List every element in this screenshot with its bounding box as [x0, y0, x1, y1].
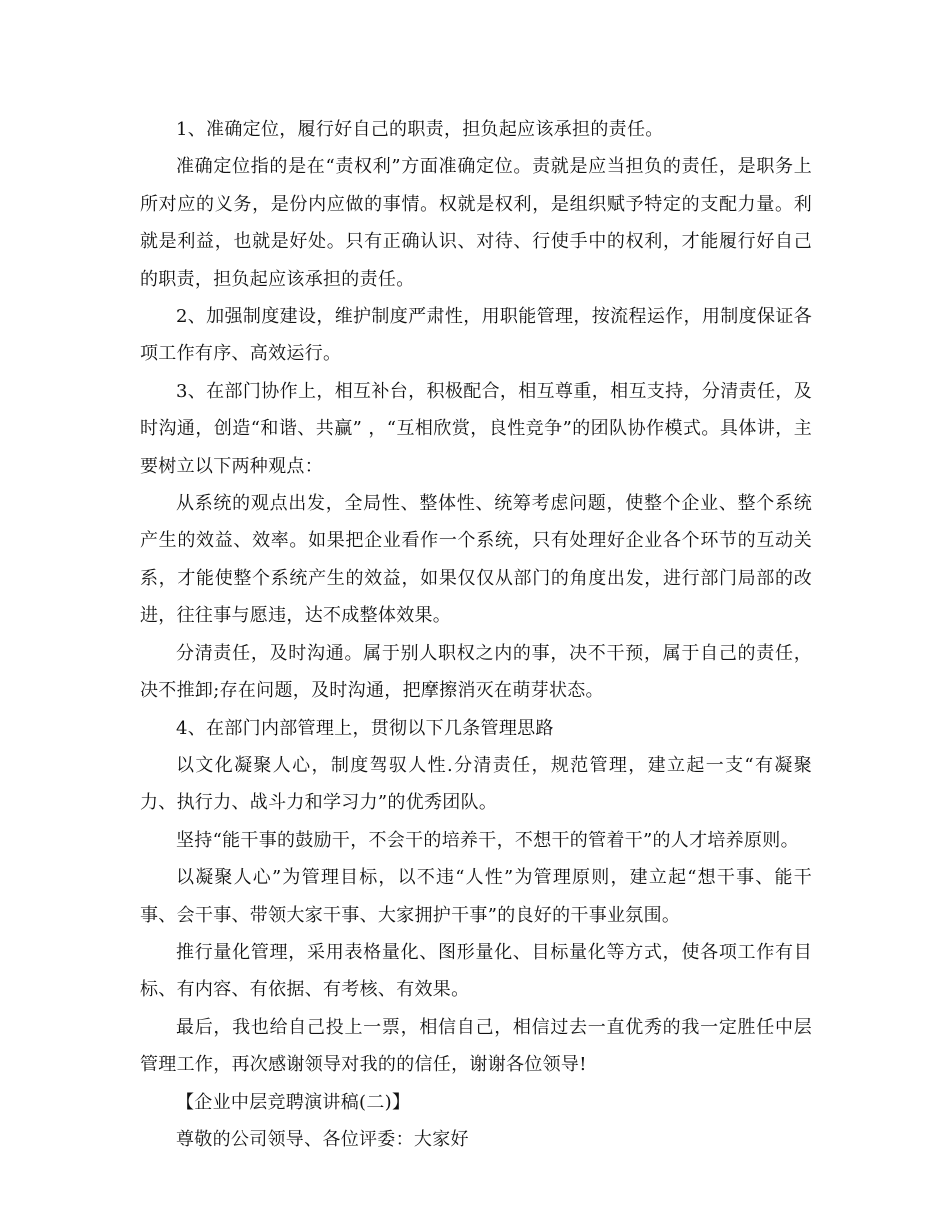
paragraph-management-goal: 以凝聚人心”为管理目标，以不违“人性”为管理原则，建立起“想干事、能干事、会干事、带领大家干事、大家拥护干事”的良好的干事业氛围。: [140, 867, 812, 926]
greeting-line: 尊敬的公司领导、各位评委：大家好: [176, 1128, 469, 1150]
paragraph-responsibility: 分清责任，及时沟通。属于别人职权之内的事，决不干预，属于自己的责任，决不推卸;存在问题，及时沟通，把摩擦消灭在萌芽状态。: [140, 642, 812, 702]
heading-point-4: 4、在部门内部管理上，贯彻以下几条管理思路: [176, 717, 554, 739]
paragraph-talent: 坚持“能干事的鼓励干，不会干的培养干，不想干的管着干”的人才培养原则。: [176, 829, 799, 851]
heading-point-1: 1、准确定位，履行好自己的职责，担负起应该承担的责任。: [176, 119, 664, 140]
heading-point-3: 3、在部门协作上，相互补台，积极配合，相互尊重，相互支持，分清责任，及时沟通，创造“和谐、共赢” ，“互相欣赏，良性竞争”的团队协作模式。具体讲，主要树立以下两种观点：: [140, 380, 812, 477]
section-title: 【企业中层竞聘演讲稿(二)】: [176, 1091, 411, 1113]
paragraph-quantified-management: 推行量化管理，采用表格量化、图形量化、目标量化等方式，使各项工作有目标、有内容、有依据、有考核、有效果。: [140, 941, 812, 1001]
paragraph-system-view: 从系统的观点出发，全局性、整体性、统筹考虑问题，使整个企业、整个系统产生的效益、效率。如果把企业看作一个系统，只有处理好企业各个环节的互动关系，才能使整个系统产生的效益，如果仅仅从部门的角度出发，进行部门局部的改进，往往事与愿违，达不成整体效果。: [140, 493, 812, 627]
heading-point-2: 2、加强制度建设，维护制度严肃性，用职能管理，按流程运作，用制度保证各项工作有序、高效运行。: [140, 306, 812, 365]
paragraph-closing: 最后，我也给自己投上一票，相信自己，相信过去一直优秀的我一定胜任中层管理工作，再次感谢领导对我的的信任，谢谢各位领导!: [140, 1016, 812, 1076]
paragraph-positioning: 准确定位指的是在“责权利”方面准确定位。责就是应当担负的责任，是职务上所对应的义务，是份内应做的事情。权就是权利，是组织赋予特定的支配力量。利就是利益，也就是好处。只有正确认识、对待、行使手中的权利，才能履行好自己的职责，担负起应该承担的责任。: [140, 156, 812, 290]
document-body: [140, 111, 812, 1158]
paragraph-culture: 以文化凝聚人心，制度驾驭人性.分清责任，规范管理，建立起一支“有凝聚力、执行力、战斗力和学习力”的优秀团队。: [140, 754, 812, 814]
